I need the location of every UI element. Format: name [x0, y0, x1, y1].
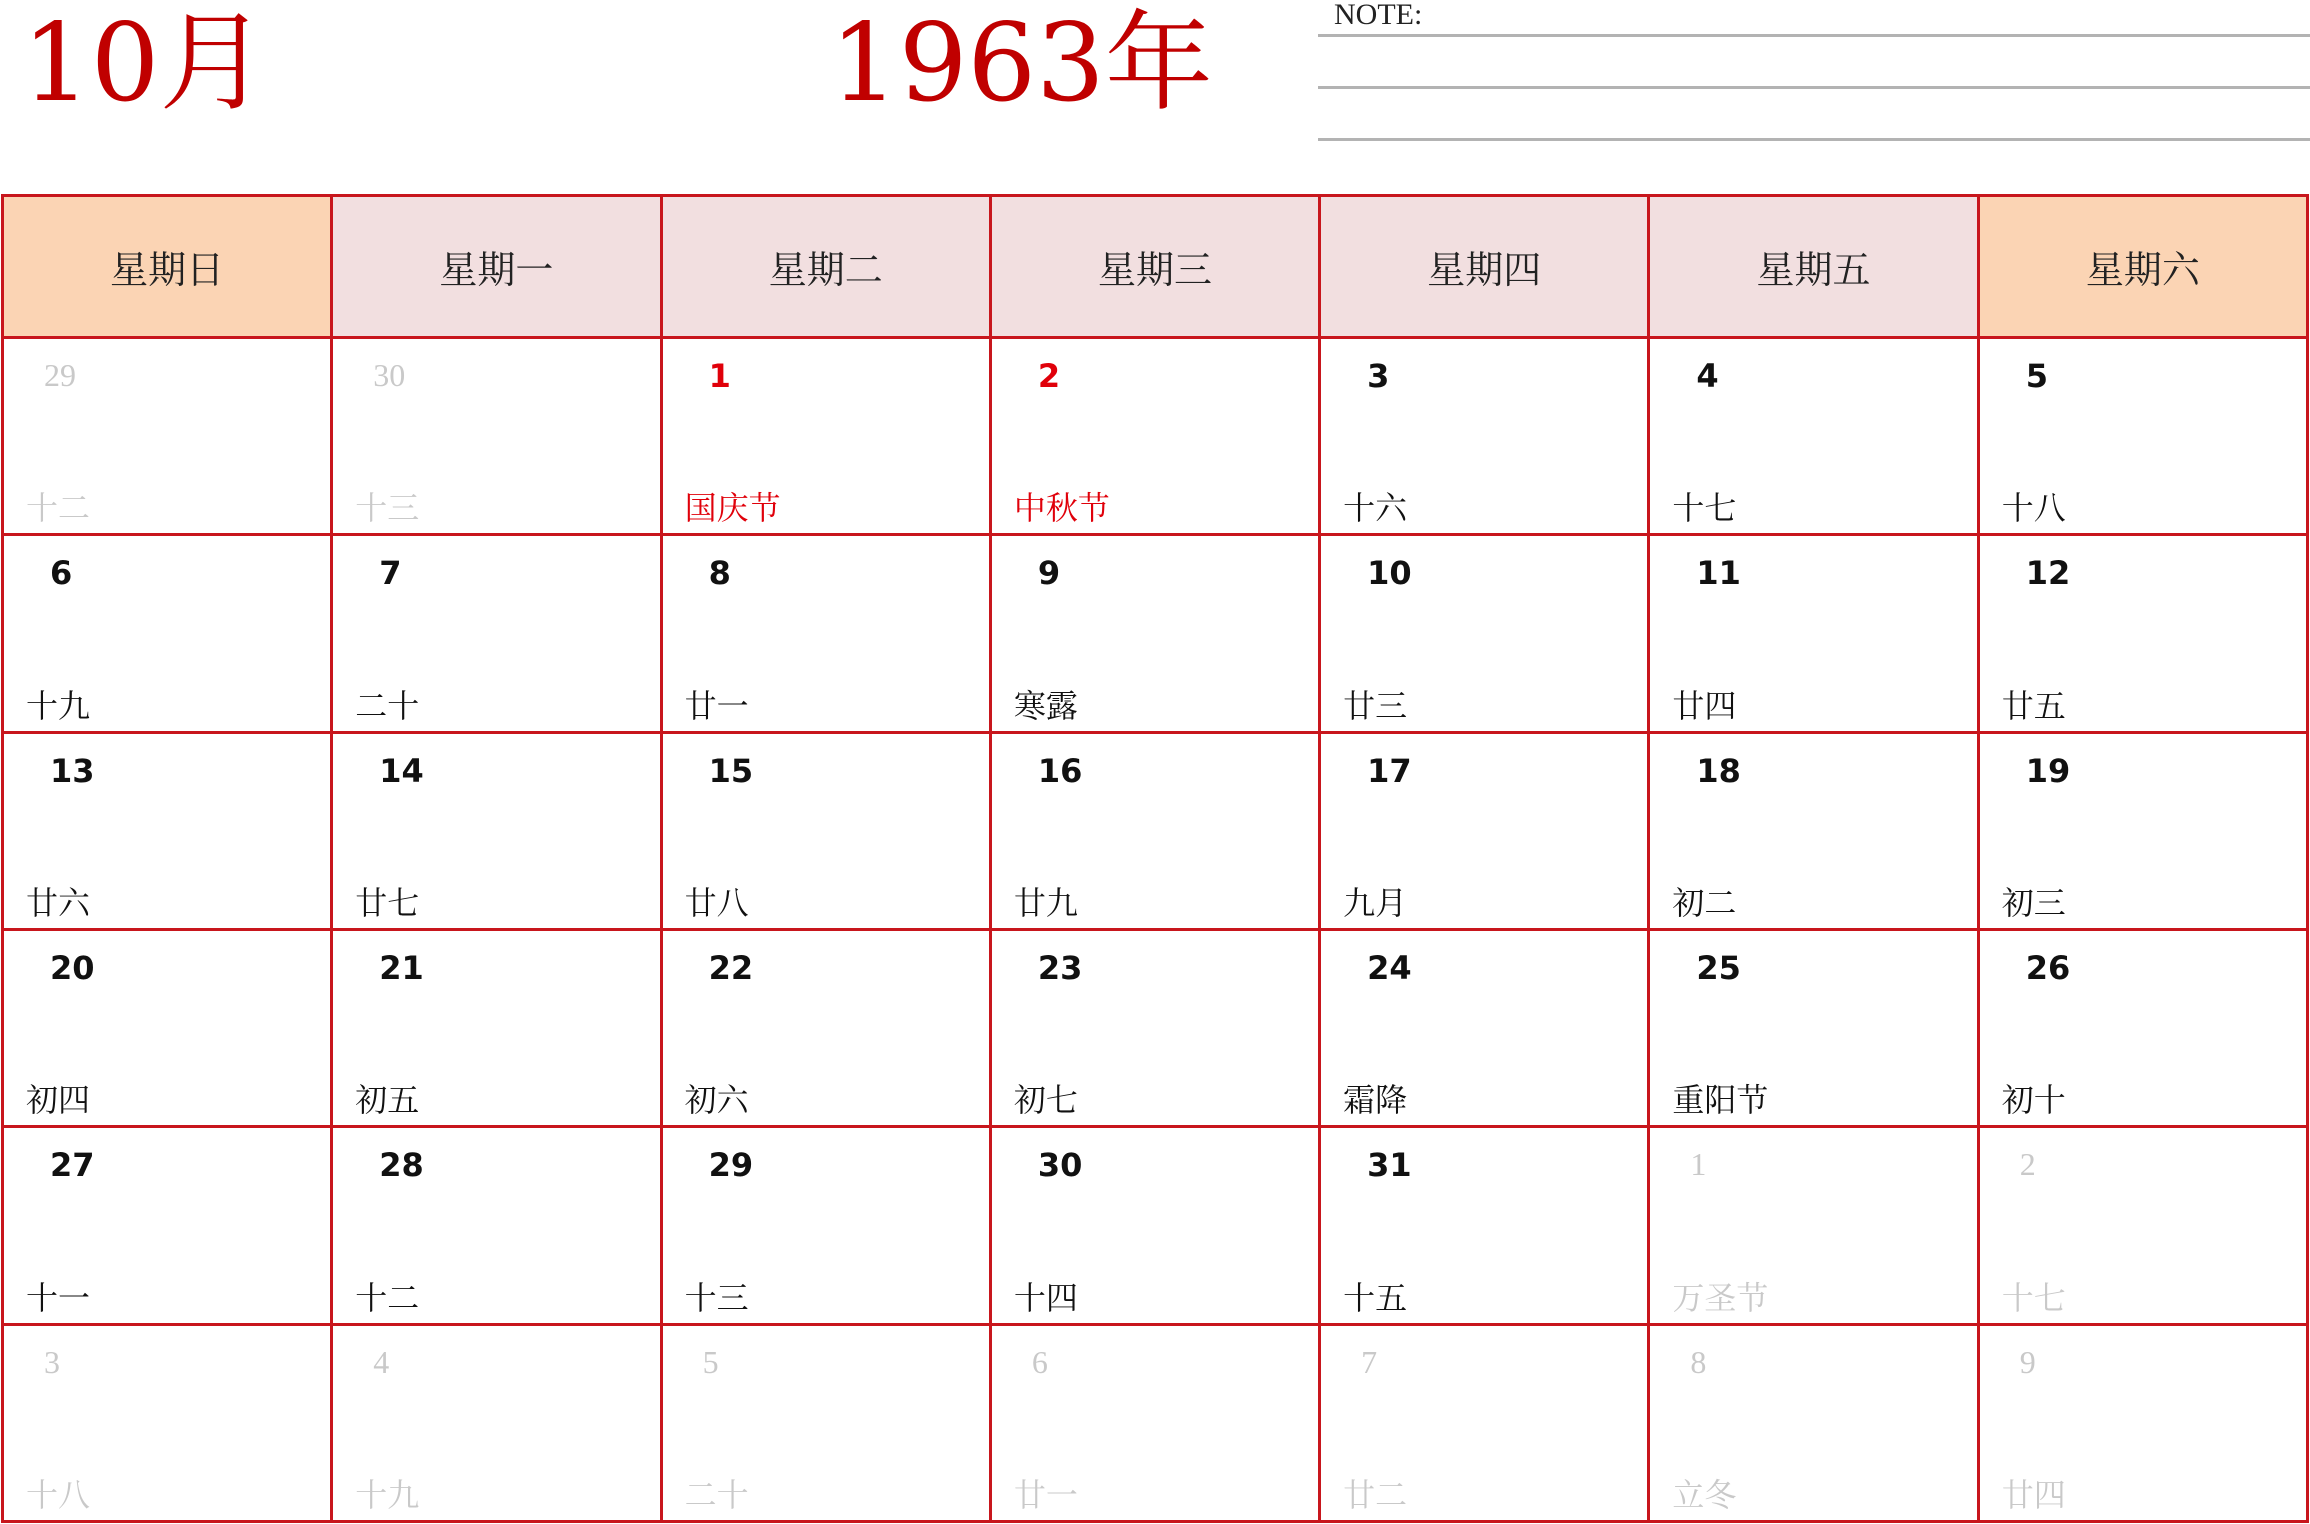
lunar-date: 廿六: [26, 883, 91, 922]
lunar-date: 十四: [1013, 1278, 1078, 1317]
day-number: 6: [1031, 1343, 1048, 1380]
lunar-date: 十三: [355, 489, 420, 528]
lunar-date: 初六: [684, 1081, 749, 1120]
day-number: 3: [1367, 357, 1390, 395]
day-cell[interactable]: [1649, 535, 1978, 732]
day-cell[interactable]: [1320, 535, 1649, 732]
day-cell[interactable]: [1649, 338, 1978, 535]
calendar-week-row: [3, 1324, 2308, 1521]
day-cell[interactable]: [1978, 929, 2307, 1126]
day-number: 23: [1037, 948, 1083, 987]
lunar-date: 廿五: [2001, 686, 2066, 725]
day-cell[interactable]: [332, 338, 661, 535]
day-cell[interactable]: [332, 1127, 661, 1324]
day-number: 4: [373, 1343, 390, 1380]
lunar-date: 廿四: [1672, 686, 1737, 725]
day-cell[interactable]: [661, 732, 990, 929]
lunar-date: 十八: [26, 1476, 91, 1514]
day-cell[interactable]: [661, 1324, 990, 1521]
day-cell[interactable]: [3, 732, 332, 929]
day-number: 26: [2025, 948, 2071, 987]
calendar-week-row: [3, 338, 2308, 535]
day-cell[interactable]: [990, 535, 1319, 732]
day-cell[interactable]: [990, 732, 1319, 929]
day-number: 1: [708, 357, 731, 395]
lunar-date: 寒露: [1013, 686, 1078, 725]
day-cell[interactable]: [1649, 1324, 1978, 1521]
lunar-date: 二十: [355, 686, 420, 725]
lunar-date: 十二: [26, 489, 91, 528]
day-number: 4: [1696, 357, 1719, 395]
day-cell[interactable]: [990, 1324, 1319, 1521]
lunar-date: 廿一: [1013, 1476, 1078, 1514]
day-cell[interactable]: [990, 1127, 1319, 1324]
day-cell[interactable]: [3, 338, 332, 535]
day-cell[interactable]: [1978, 338, 2307, 535]
day-number: 30: [1037, 1146, 1083, 1185]
day-cell[interactable]: [332, 1324, 661, 1521]
lunar-date: 国庆节: [684, 489, 781, 528]
day-cell[interactable]: [661, 1127, 990, 1324]
lunar-date: 廿九: [1013, 883, 1078, 922]
day-cell[interactable]: [1320, 732, 1649, 929]
day-cell[interactable]: [1978, 732, 2307, 929]
lunar-date: 廿二: [1343, 1476, 1408, 1514]
day-number: 11: [1696, 554, 1741, 593]
lunar-date: 初二: [1672, 883, 1737, 922]
day-number: 6: [50, 554, 73, 593]
day-cell[interactable]: [3, 1127, 332, 1324]
month-title: 10月: [22, 1, 268, 126]
day-cell[interactable]: [332, 732, 661, 929]
calendar-grid: [1, 194, 2309, 1523]
day-number: 22: [708, 948, 754, 987]
day-number: 7: [1361, 1343, 1378, 1380]
note-line: [1318, 86, 2310, 89]
day-cell[interactable]: [3, 535, 332, 732]
lunar-date: 中秋节: [1013, 489, 1110, 528]
day-number: 8: [1690, 1343, 1707, 1380]
lunar-date: 十七: [2001, 1278, 2066, 1317]
note-line: [1318, 34, 2310, 37]
day-number: 8: [708, 554, 731, 593]
lunar-date: 十九: [26, 686, 91, 725]
lunar-date: 廿八: [684, 883, 749, 922]
calendar-body: [3, 338, 2308, 1522]
day-number: 3: [44, 1343, 60, 1380]
day-number: 2: [1037, 357, 1061, 395]
weekday-header-row: [3, 196, 2308, 338]
day-cell[interactable]: [1649, 1127, 1978, 1324]
day-cell[interactable]: [1978, 1324, 2307, 1521]
day-number: 20: [50, 948, 95, 987]
lunar-date: 二十: [684, 1476, 749, 1514]
day-cell[interactable]: [332, 535, 661, 732]
day-number: 30: [373, 357, 406, 393]
day-number: 31: [1367, 1146, 1412, 1185]
weekday-header: 星期五: [1649, 196, 1978, 338]
lunar-date: 初十: [2001, 1081, 2066, 1120]
weekday-header: 星期日: [3, 196, 332, 338]
day-number: 21: [379, 948, 424, 987]
lunar-date: 十八: [2001, 489, 2066, 528]
day-number: 13: [50, 751, 95, 790]
day-number: 2: [2019, 1146, 2036, 1183]
lunar-date: 十七: [1672, 489, 1737, 528]
weekday-header: 星期三: [990, 196, 1319, 338]
day-cell[interactable]: [1320, 338, 1649, 535]
day-number: 12: [2025, 554, 2071, 593]
day-number: 7: [379, 554, 402, 593]
day-cell[interactable]: [3, 929, 332, 1126]
day-number: 18: [1696, 751, 1741, 790]
day-number: 5: [2025, 357, 2048, 395]
day-number: 14: [379, 751, 424, 790]
lunar-date: 廿一: [684, 686, 749, 725]
lunar-date: 十九: [355, 1476, 420, 1514]
day-number: 10: [1367, 554, 1412, 593]
day-number: 29: [44, 357, 76, 393]
weekday-header: 星期六: [1978, 196, 2307, 338]
weekday-header: 星期四: [1320, 196, 1649, 338]
lunar-date: 初七: [1013, 1081, 1078, 1120]
day-cell[interactable]: [1978, 1127, 2307, 1324]
calendar-week-row: [3, 1127, 2308, 1324]
note-line: [1318, 138, 2310, 141]
day-number: 5: [702, 1343, 719, 1380]
day-cell[interactable]: [1649, 732, 1978, 929]
day-number: 25: [1696, 948, 1741, 987]
day-cell[interactable]: [661, 338, 990, 535]
lunar-date: 廿三: [1343, 686, 1408, 725]
day-number: 1: [1690, 1146, 1707, 1183]
day-number: 17: [1367, 751, 1412, 790]
lunar-date: 十五: [1343, 1278, 1408, 1317]
lunar-date: 重阳节: [1672, 1081, 1769, 1120]
note-area[interactable]: [1318, 0, 2310, 150]
weekday-header: 星期一: [332, 196, 661, 338]
day-cell[interactable]: [3, 1324, 332, 1521]
day-cell[interactable]: [1978, 535, 2307, 732]
lunar-date: 十一: [26, 1278, 91, 1317]
calendar-week-row: [3, 535, 2308, 732]
day-cell[interactable]: [332, 929, 661, 1126]
day-cell[interactable]: [661, 535, 990, 732]
day-number: 9: [1037, 554, 1061, 593]
lunar-date: 初三: [2001, 883, 2066, 922]
day-cell[interactable]: [990, 929, 1319, 1126]
lunar-date: 立冬: [1672, 1476, 1737, 1514]
day-cell[interactable]: [990, 338, 1319, 535]
calendar-week-row: [3, 732, 2308, 929]
day-number: 16: [1037, 751, 1083, 790]
lunar-date: 初五: [355, 1081, 420, 1120]
day-cell[interactable]: [1320, 1324, 1649, 1521]
lunar-date: 霜降: [1343, 1081, 1408, 1120]
day-number: 9: [2019, 1343, 2036, 1380]
day-number: 24: [1367, 948, 1412, 987]
year-title: 1963年: [830, 1, 1213, 126]
day-number: 28: [379, 1146, 424, 1185]
lunar-date: 廿七: [355, 883, 420, 922]
calendar-week-row: [3, 929, 2308, 1126]
lunar-date: 万圣节: [1672, 1278, 1769, 1317]
day-cell[interactable]: [1320, 929, 1649, 1126]
day-number: 29: [708, 1146, 754, 1185]
day-number: 27: [50, 1146, 95, 1185]
weekday-header: 星期二: [661, 196, 990, 338]
day-number: 19: [2025, 751, 2071, 790]
lunar-date: 九月: [1343, 883, 1408, 922]
day-cell[interactable]: [1649, 929, 1978, 1126]
day-number: 15: [708, 751, 754, 790]
day-cell[interactable]: [1320, 1127, 1649, 1324]
day-cell[interactable]: [661, 929, 990, 1126]
note-label: NOTE:: [1334, 0, 1423, 31]
lunar-date: 廿四: [2001, 1476, 2066, 1514]
lunar-date: 初四: [26, 1081, 91, 1120]
lunar-date: 十二: [355, 1278, 420, 1317]
lunar-date: 十六: [1343, 489, 1408, 528]
lunar-date: 十三: [684, 1278, 749, 1317]
